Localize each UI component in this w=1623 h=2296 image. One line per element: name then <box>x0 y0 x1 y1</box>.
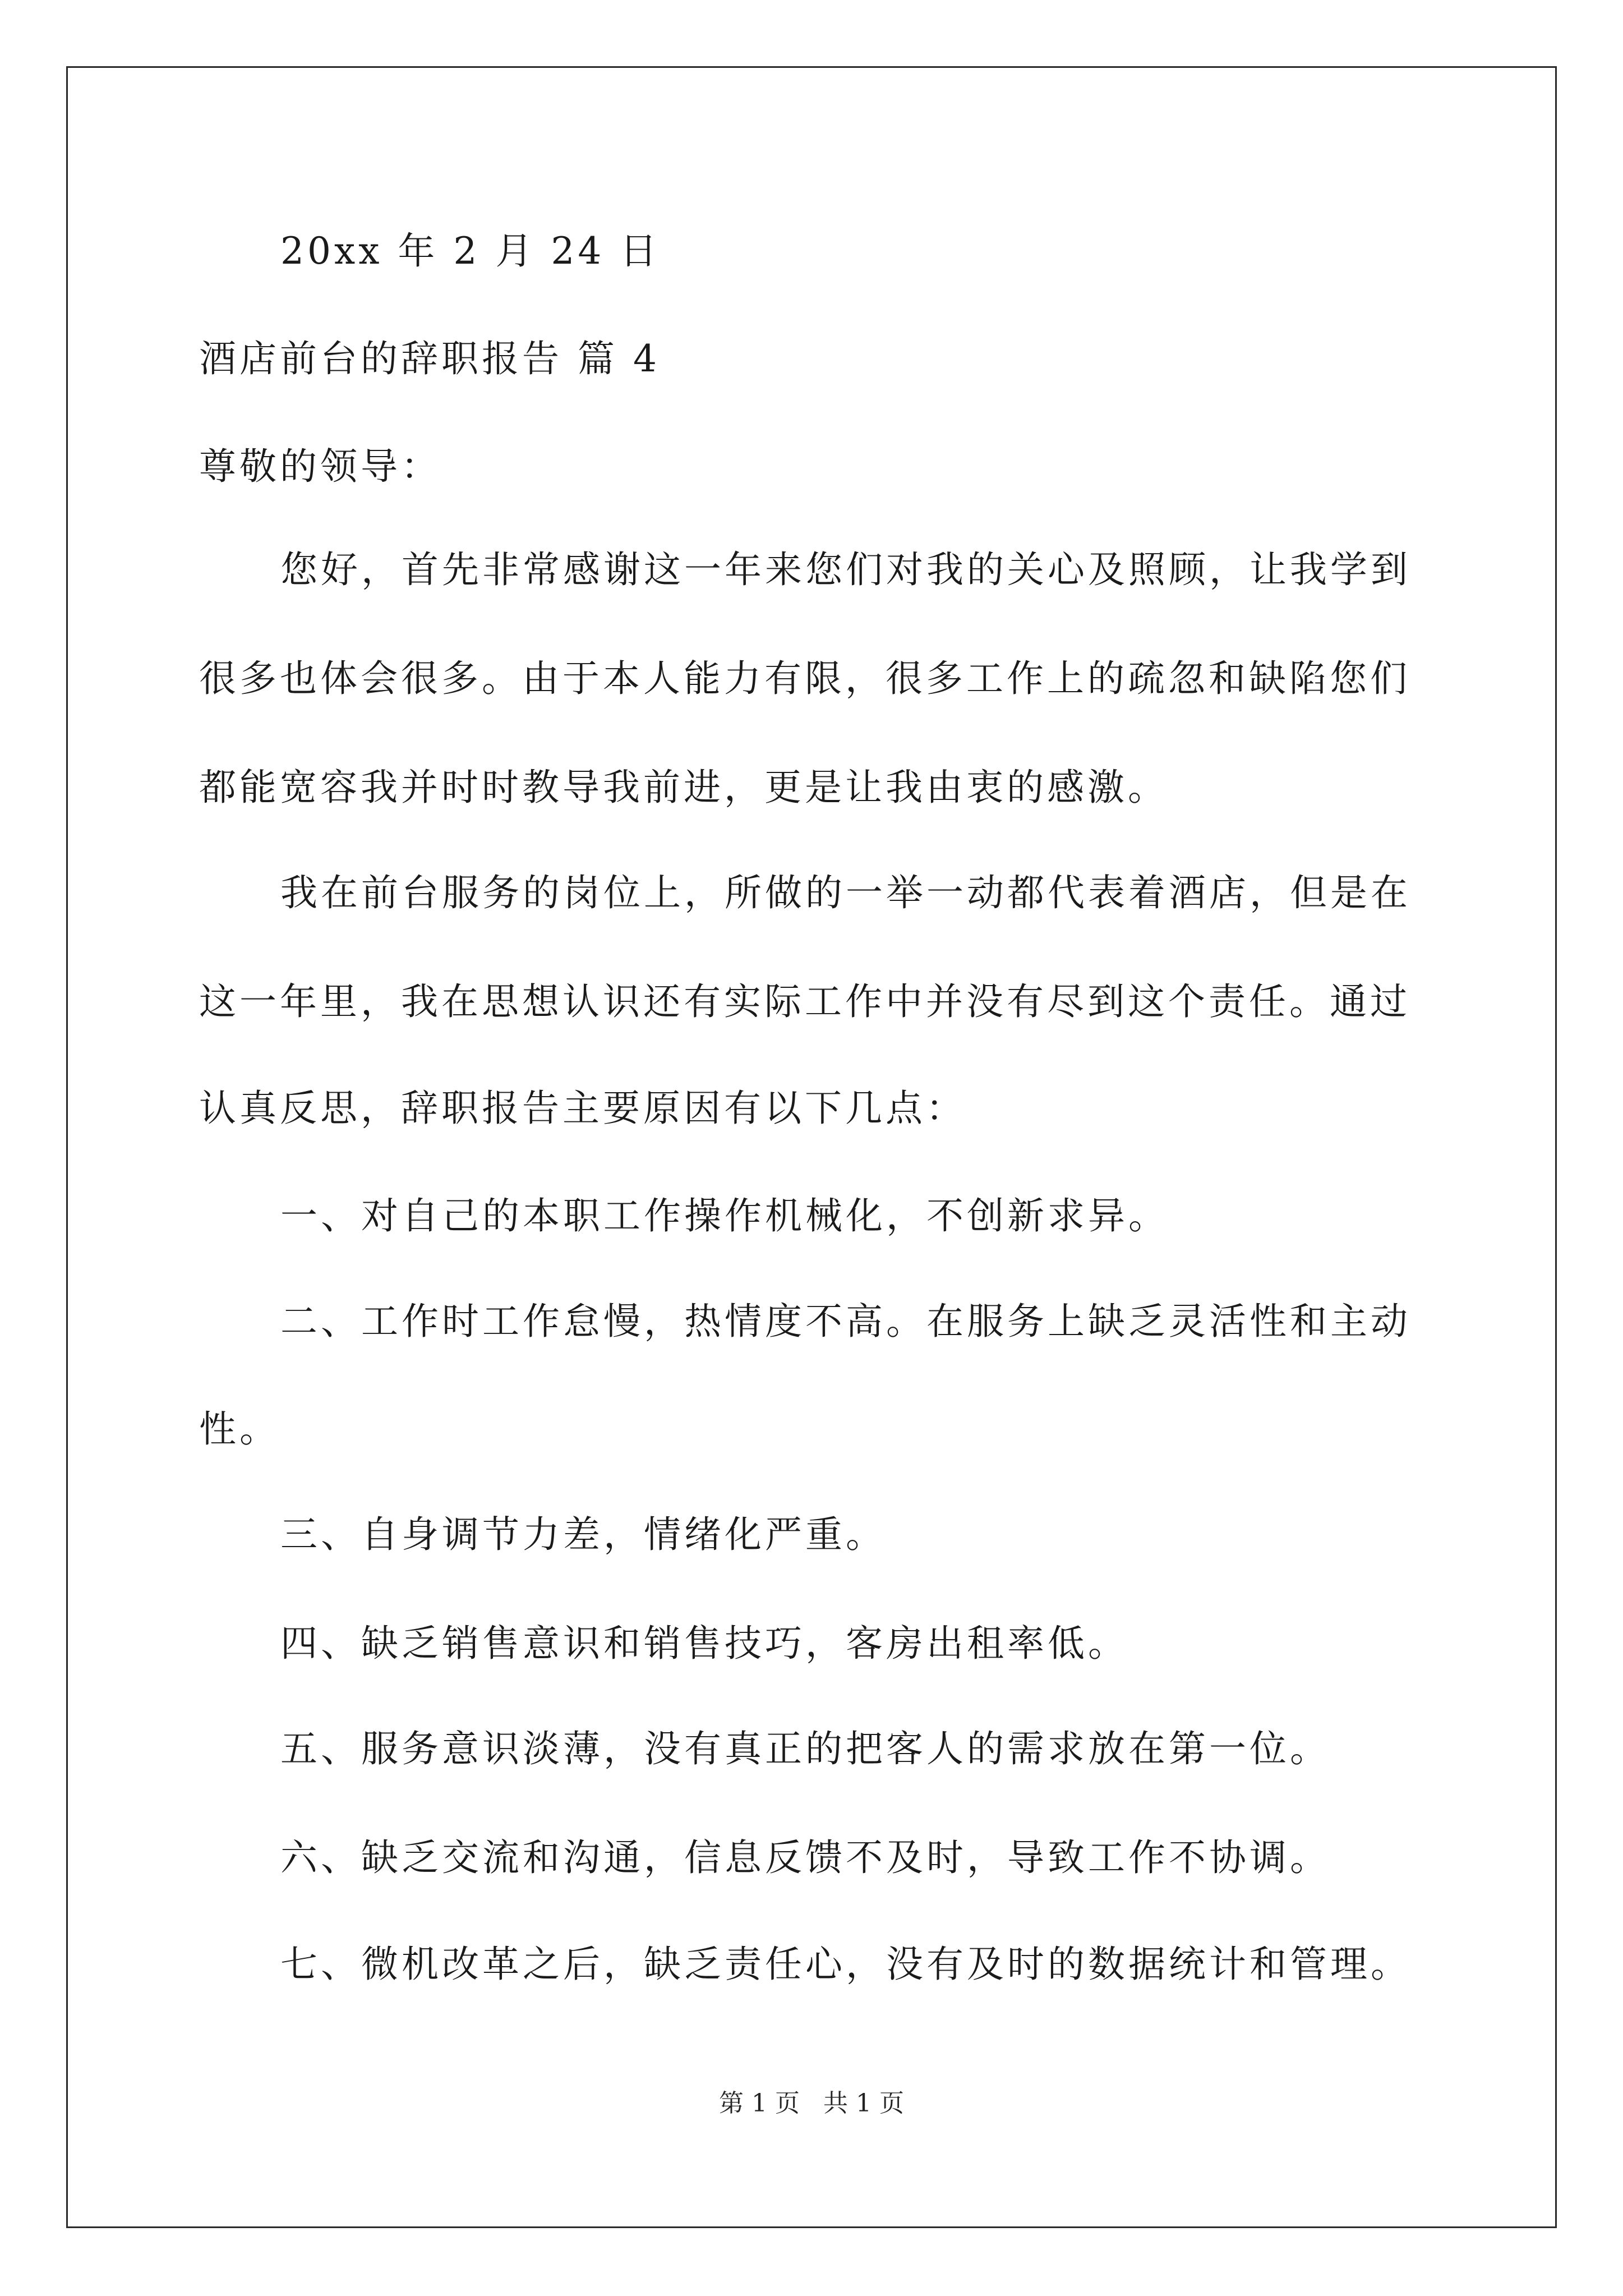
date-line: 20xx 年 2 月 24 日 <box>280 229 661 273</box>
list-item-3: 三、自身调节力差，情绪化严重。 <box>280 1513 886 1556</box>
paragraph-1-line-1: 您好，首先非常感谢这一年来您们对我的关心及照顾，让我学到 <box>280 548 1411 591</box>
list-item-4: 四、缺乏销售意识和销售技巧，客房出租率低。 <box>280 1622 1128 1665</box>
list-item-5: 五、服务意识淡薄，没有真正的把客人的需求放在第一位。 <box>280 1727 1330 1770</box>
paragraph-1-line-3: 都能宽容我并时时教导我前进，更是让我由衷的感激。 <box>199 766 1168 809</box>
section-title: 酒店前台的辞职报告 篇 4 <box>199 337 660 380</box>
list-item-2-line-1: 二、工作时工作怠慢，热情度不高。在服务上缺乏灵活性和主动 <box>280 1300 1411 1343</box>
list-item-6: 六、缺乏交流和沟通，信息反馈不及时，导致工作不协调。 <box>280 1836 1330 1879</box>
page-border <box>66 66 1557 2228</box>
list-item-1: 一、对自己的本职工作操作机械化，不创新求异。 <box>280 1194 1169 1237</box>
list-item-2-line-2: 性。 <box>199 1407 280 1451</box>
paragraph-2-line-2: 这一年里，我在思想认识还有实际工作中并没有尽到这个责任。通过 <box>199 980 1410 1023</box>
paragraph-2-line-3: 认真反思，辞职报告主要原因有以下几点： <box>199 1087 966 1130</box>
salutation: 尊敬的领导： <box>199 445 441 488</box>
list-item-7: 七、微机改革之后，缺乏责任心，没有及时的数据统计和管理。 <box>280 1943 1411 1986</box>
page-indicator: 第 1 页 共 1 页 <box>719 2089 904 2118</box>
paragraph-2-line-1: 我在前台服务的岗位上，所做的一举一动都代表着酒店，但是在 <box>280 871 1411 914</box>
paragraph-1-line-2: 很多也体会很多。由于本人能力有限，很多工作上的疏忽和缺陷您们 <box>199 657 1410 700</box>
